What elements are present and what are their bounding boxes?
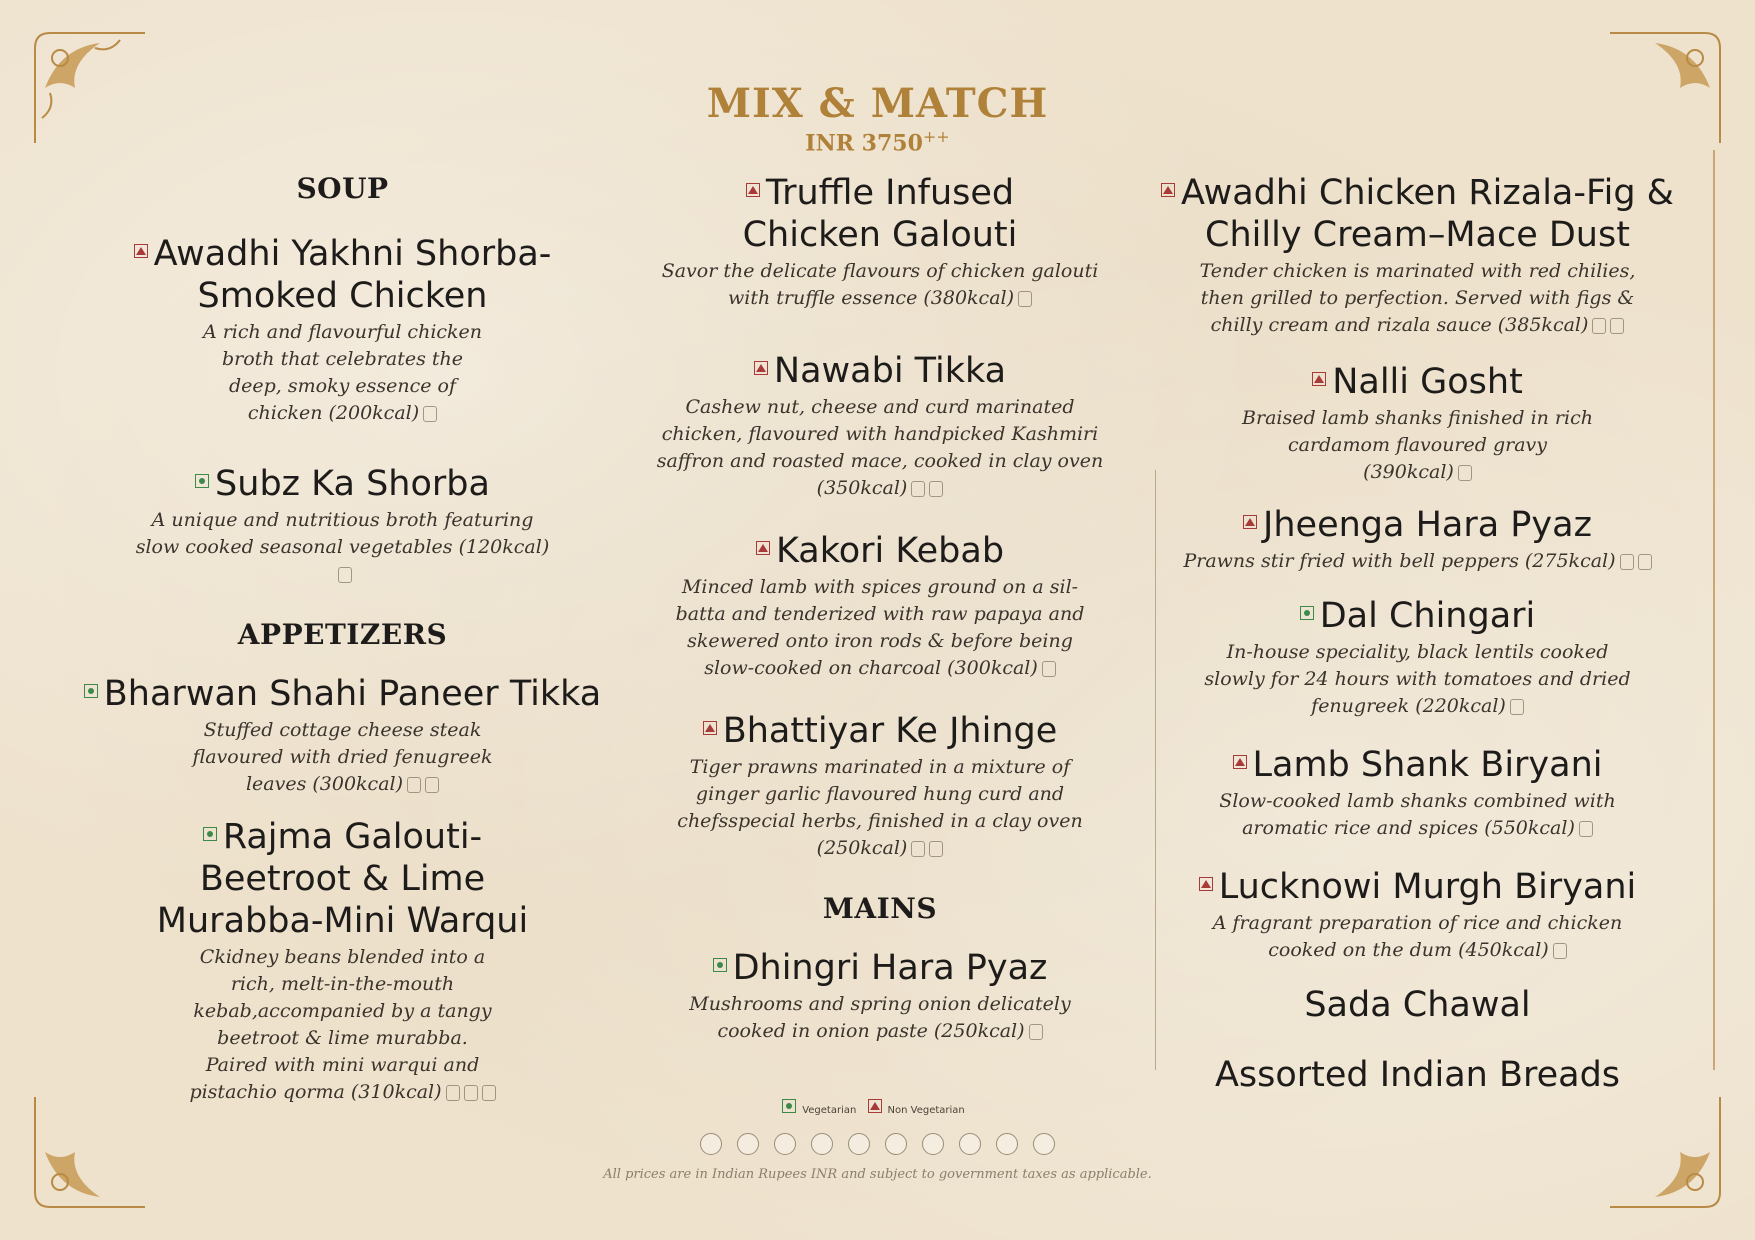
allergen-icon bbox=[885, 1133, 907, 1155]
menu-item bbox=[50, 673, 635, 798]
veg-icon bbox=[195, 474, 209, 488]
item-name: Dal Chingari bbox=[1319, 596, 1536, 636]
item-description: Slow-cooked lamb shanks combined with aromatic rice and spices (550kcal) bbox=[1219, 790, 1616, 839]
allergen-icon bbox=[700, 1133, 722, 1155]
column-middle bbox=[640, 172, 1120, 1045]
menu-item bbox=[1150, 361, 1685, 486]
allergen-icon bbox=[423, 406, 437, 422]
legend-nonveg-label: Non Vegetarian bbox=[887, 1105, 965, 1116]
nonveg-icon bbox=[754, 361, 768, 375]
nonveg-icon bbox=[134, 244, 148, 258]
allergen-icon bbox=[1553, 943, 1567, 959]
veg-icon bbox=[713, 958, 727, 972]
item-description: A rich and flavourful chicken broth that celebrates the deep, smoky essence of chicken (200kcal) bbox=[202, 321, 483, 424]
allergen-icon bbox=[1610, 318, 1624, 334]
allergen-icon bbox=[338, 567, 352, 583]
veg-icon bbox=[203, 827, 217, 841]
allergen-icon bbox=[1033, 1133, 1055, 1155]
item-name: Assorted Indian Breads bbox=[1214, 1055, 1621, 1095]
item-name: Awadhi Chicken Rizala-Fig & Chilly Cream–Mace Dust bbox=[1181, 173, 1674, 255]
column-soup-appetizers bbox=[50, 172, 635, 1106]
allergen-icon bbox=[929, 481, 943, 497]
allergen-icon bbox=[482, 1085, 496, 1101]
section-heading-mains: MAINS bbox=[822, 892, 938, 925]
item-name: Bharwan Shahi Paneer Tikka bbox=[103, 674, 602, 714]
item-description: In-house speciality, black lentils cooked slowly for 24 hours with tomatoes and dried fenugreek (220kcal) bbox=[1204, 641, 1631, 717]
item-description: A unique and nutritious broth featuring slow cooked seasonal vegetables (120kcal) bbox=[135, 509, 550, 558]
item-description: Ckidney beans blended into a rich, melt-in-the-mouth kebab,accompanied by a tangy beetroot & lime murabba. Paired with mini warqui and pistachio qorma (310kcal) bbox=[189, 946, 492, 1103]
menu-item bbox=[1150, 504, 1685, 575]
allergen-icon bbox=[446, 1085, 460, 1101]
menu-item bbox=[640, 172, 1120, 312]
item-name: Jheenga Hara Pyaz bbox=[1263, 505, 1592, 545]
price-value: INR 3750 bbox=[805, 130, 923, 157]
dietary-legend bbox=[0, 1103, 1755, 1117]
item-description: Stuffed cottage cheese steak flavoured with dried fenugreek leaves (300kcal) bbox=[192, 719, 493, 795]
menu-item bbox=[640, 530, 1120, 682]
allergen-icon bbox=[911, 841, 925, 857]
menu-header bbox=[0, 80, 1755, 156]
item-description: Savor the delicate flavours of chicken galouti with truffle essence (380kcal) bbox=[661, 260, 1099, 309]
allergen-icon bbox=[929, 841, 943, 857]
section-heading-appetizers: APPETIZERS bbox=[237, 618, 448, 651]
allergen-icon bbox=[959, 1133, 981, 1155]
item-name: Dhingri Hara Pyaz bbox=[732, 948, 1048, 988]
item-name: Nawabi Tikka bbox=[773, 351, 1007, 391]
section-heading-soup: SOUP bbox=[296, 172, 389, 205]
item-description: Cashew nut, cheese and curd marinated chicken, flavoured with handpicked Kashmiri saffron and roasted mace, cooked in clay oven (350kcal) bbox=[656, 396, 1104, 499]
allergen-icon bbox=[425, 777, 439, 793]
price-suffix: ++ bbox=[922, 127, 950, 146]
allergen-icon bbox=[774, 1133, 796, 1155]
item-description: Tender chicken is marinated with red chilies, then grilled to perfection. Served with figs & chilly cream and rizala sauce (385kcal) bbox=[1199, 260, 1636, 336]
frame-border bbox=[1713, 150, 1715, 1070]
allergen-icon bbox=[811, 1133, 833, 1155]
legend-veg-label: Vegetarian bbox=[802, 1105, 857, 1116]
allergen-icon bbox=[848, 1133, 870, 1155]
menu-title: MIX & MATCH bbox=[706, 80, 1049, 127]
nonveg-icon bbox=[1243, 515, 1257, 529]
item-description: Braised lamb shanks finished in rich cardamom flavoured gravy (390kcal) bbox=[1242, 407, 1593, 483]
item-name: Lamb Shank Biryani bbox=[1252, 745, 1603, 785]
veg-icon bbox=[1300, 606, 1314, 620]
item-description: Minced lamb with spices ground on a sil-batta and tenderized with raw papaya and skewered onto iron rods & before being slow-cooked on charcoal (300kcal) bbox=[675, 576, 1085, 679]
menu-item bbox=[1150, 744, 1685, 842]
veg-icon bbox=[782, 1099, 796, 1113]
menu-item bbox=[640, 947, 1120, 1045]
column-right bbox=[1150, 172, 1685, 1096]
nonveg-icon bbox=[1233, 755, 1247, 769]
menu-price bbox=[0, 127, 1755, 156]
item-name: Bhattiyar Ke Jhinge bbox=[722, 711, 1058, 751]
allergen-icon bbox=[1018, 291, 1032, 307]
nonveg-icon bbox=[703, 721, 717, 735]
allergen-icon bbox=[1510, 699, 1524, 715]
menu-item bbox=[50, 463, 635, 588]
nonveg-icon bbox=[1312, 372, 1326, 386]
item-name: Rajma Galouti-Beetroot & Lime Murabba-Mini Warqui bbox=[156, 817, 529, 941]
price-footnote: All prices are in Indian Rupees INR and subject to government taxes as applicable. bbox=[603, 1167, 1152, 1182]
item-name: Nalli Gosht bbox=[1332, 362, 1523, 402]
allergen-icon bbox=[1042, 661, 1056, 677]
menu-item bbox=[640, 710, 1120, 862]
allergen-icon bbox=[1620, 554, 1634, 570]
menu-item bbox=[640, 350, 1120, 502]
allergen-icon bbox=[1458, 465, 1472, 481]
item-name: Subz Ka Shorba bbox=[215, 464, 490, 504]
menu-item bbox=[50, 233, 635, 427]
menu-item bbox=[50, 816, 635, 1106]
nonveg-icon bbox=[746, 183, 760, 197]
item-name: Lucknowi Murgh Biryani bbox=[1218, 867, 1637, 907]
item-description: Tiger prawns marinated in a mixture of ginger garlic flavoured hung curd and chefsspecial herbs, finished in a clay oven (250kcal) bbox=[677, 756, 1083, 859]
allergen-icon bbox=[1579, 821, 1593, 837]
allergen-icon bbox=[737, 1133, 759, 1155]
allergen-icon bbox=[922, 1133, 944, 1155]
allergen-legend bbox=[0, 1133, 1755, 1159]
nonveg-icon bbox=[756, 541, 770, 555]
nonveg-icon bbox=[1161, 183, 1175, 197]
menu-item bbox=[1150, 866, 1685, 964]
allergen-icon bbox=[407, 777, 421, 793]
item-name: Truffle Infused Chicken Galouti bbox=[742, 173, 1018, 255]
nonveg-icon bbox=[1199, 877, 1213, 891]
item-name: Awadhi Yakhni Shorba-Smoked Chicken bbox=[153, 234, 552, 316]
item-description: A fragrant preparation of rice and chicken cooked on the dum (450kcal) bbox=[1212, 912, 1623, 961]
allergen-icon bbox=[1638, 554, 1652, 570]
menu-item bbox=[1150, 595, 1685, 720]
item-description: Prawns stir fried with bell peppers (275kcal) bbox=[1183, 550, 1616, 572]
nonveg-icon bbox=[868, 1099, 882, 1113]
allergen-icon bbox=[1592, 318, 1606, 334]
item-description: Mushrooms and spring onion delicately cooked in onion paste (250kcal) bbox=[689, 993, 1071, 1042]
item-name: Kakori Kebab bbox=[775, 531, 1005, 571]
allergen-icon bbox=[911, 481, 925, 497]
allergen-icon bbox=[996, 1133, 1018, 1155]
veg-icon bbox=[84, 684, 98, 698]
menu-item bbox=[1150, 172, 1685, 339]
allergen-icon bbox=[464, 1085, 478, 1101]
allergen-icon bbox=[1029, 1024, 1043, 1040]
item-name: Sada Chawal bbox=[1304, 985, 1531, 1025]
